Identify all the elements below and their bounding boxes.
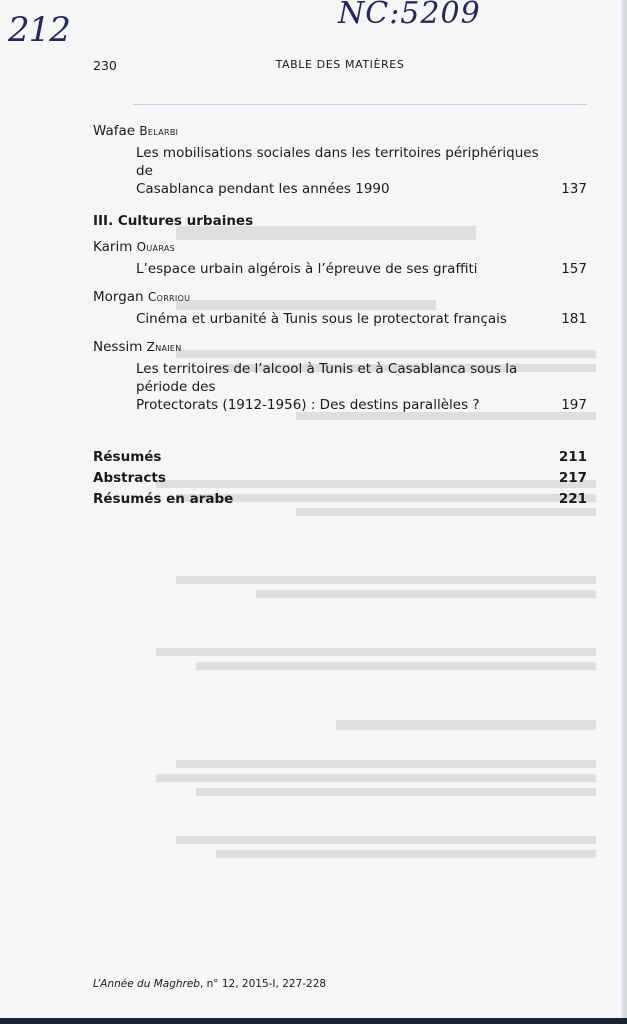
- entry-page-number: 197: [561, 397, 587, 413]
- author-first-name: Morgan: [93, 289, 144, 305]
- toc-group: [93, 288, 587, 328]
- toc-entry: [93, 260, 587, 278]
- entry-title-line: Les territoires de l’alcool à Tunis et à Casablanca sous la période des: [136, 361, 518, 395]
- toc-entry: [93, 360, 587, 414]
- entry-title-line: Cinéma et urbanité à Tunis sous le protectorat français: [136, 311, 507, 327]
- toc-group: [93, 338, 587, 414]
- entry-page-number: 157: [561, 261, 587, 277]
- running-title: TABLE DES MATIÈRES: [275, 58, 405, 71]
- back-matter-label: Abstracts: [93, 470, 166, 486]
- entry-title-line: Protectorats (1912-1956) : Des destins parallèles ?: [136, 397, 480, 413]
- author-first-name: Nessim: [93, 339, 143, 355]
- back-matter-page: 217: [558, 470, 587, 486]
- author-last-name: Belarbi: [139, 124, 179, 138]
- author-last-name: Znaien: [146, 340, 182, 354]
- toc-entry: [93, 310, 587, 328]
- handwritten-number: 212: [8, 10, 70, 50]
- back-matter-label: Résumés en arabe: [93, 491, 234, 507]
- author-name: [93, 338, 587, 356]
- entry-title-line: Les mobilisations sociales dans les territoires périphériques de: [136, 145, 539, 179]
- back-matter-row: [93, 469, 587, 487]
- back-matter: [93, 448, 587, 508]
- author-name: [93, 122, 587, 140]
- author-last-name: Ouaras: [136, 240, 175, 254]
- back-matter-page: 211: [558, 449, 587, 465]
- page-number: 230: [93, 58, 117, 73]
- entry-page-number: 137: [561, 181, 587, 197]
- entry-page-number: 181: [561, 311, 587, 327]
- entry-title-line: Casablanca pendant les années 1990: [136, 181, 390, 197]
- section-heading: III. Cultures urbaines: [93, 213, 254, 229]
- toc-entry: [93, 144, 587, 198]
- back-matter-row: [93, 490, 587, 508]
- page-header: [93, 58, 587, 78]
- journal-issue: , n° 12, 2015-I, 227-228: [199, 978, 327, 990]
- handwritten-call-number: NC:5209: [338, 0, 481, 31]
- entry-title-line: L’espace urbain algérois à l’épreuve de ses graffiti: [136, 261, 478, 277]
- author-first-name: Wafae: [93, 123, 136, 139]
- page-edge: [621, 0, 627, 1024]
- toc-group: [93, 122, 587, 198]
- author-name: [93, 238, 587, 256]
- author-first-name: Karim: [93, 239, 133, 255]
- author-last-name: Corriou: [147, 290, 191, 304]
- back-matter-label: Résumés: [93, 449, 162, 465]
- page-footer: [93, 978, 326, 990]
- author-name: [93, 288, 587, 306]
- back-matter-row: [93, 448, 587, 466]
- table-of-contents: [93, 122, 587, 511]
- back-matter-page: 221: [558, 491, 587, 507]
- header-rule: [133, 104, 587, 105]
- toc-group: [93, 238, 587, 278]
- journal-title: L’Année du Maghreb: [93, 978, 200, 990]
- scan-bottom-edge: [0, 1018, 627, 1024]
